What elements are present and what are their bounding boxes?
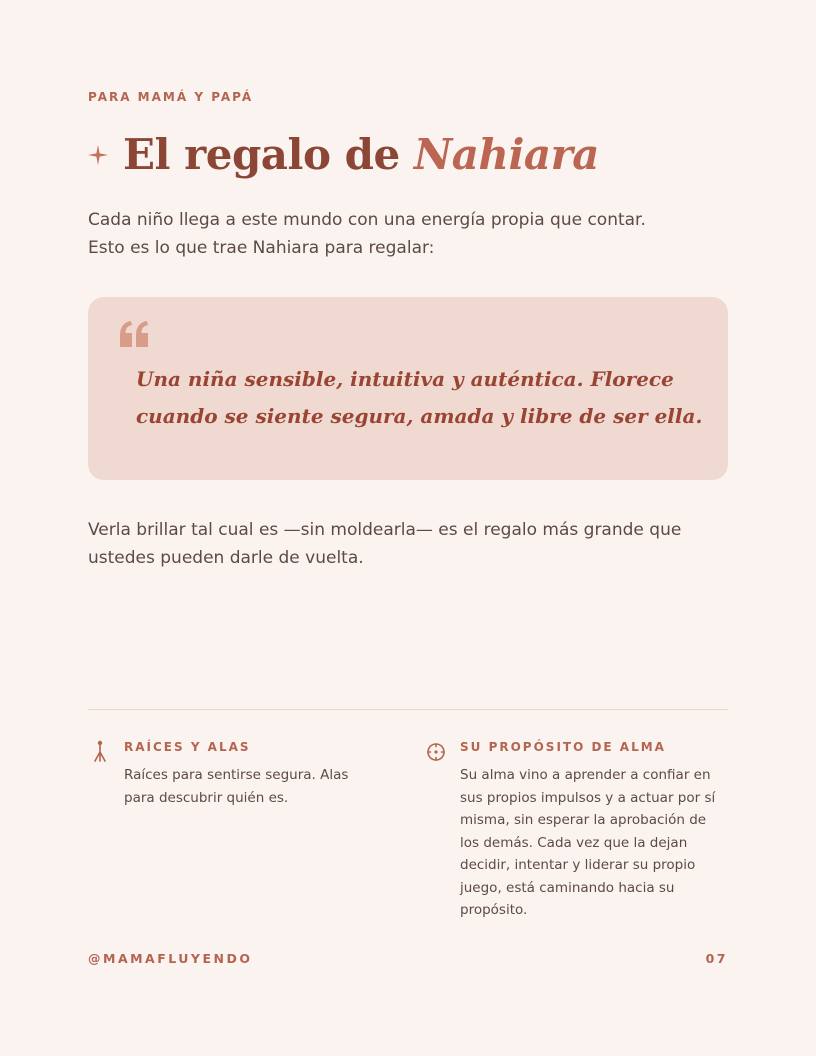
- title-prefix: El regalo de: [123, 129, 414, 179]
- soul-purpose-line: propósito.: [460, 902, 528, 918]
- page: [88, 0, 728, 1056]
- soul-purpose-line: decidir, intentar y liderar su propio: [460, 857, 696, 873]
- eyebrow-label: PARA MAMÁ Y PAPÁ: [88, 90, 254, 104]
- soul-purpose-line: misma, sin esperar la aprobación de: [460, 812, 707, 828]
- roots-body-line: para descubrir quién es.: [124, 789, 289, 806]
- section-divider: [88, 709, 728, 710]
- closing-line: Verla brillar tal cual es —sin moldearla— es el regalo más grande que: [88, 520, 682, 540]
- intro-line: Cada niño llega a este mundo con una energía propia que contar.: [88, 210, 646, 230]
- sparkle-icon: [88, 145, 108, 165]
- quote-mark-icon: [118, 321, 150, 347]
- quote-text: [136, 361, 706, 435]
- page-number: 07: [705, 951, 728, 966]
- soul-purpose-line: los demás. Cada vez que la dejan: [460, 834, 688, 851]
- compass-icon: [426, 740, 446, 762]
- quote-line: cuando se siente segura, amada y libre de ser ella.: [136, 404, 703, 428]
- closing-line: ustedes pueden darle de vuelta.: [88, 548, 364, 568]
- roots-icon: [90, 740, 110, 762]
- roots-heading: RAÍCES Y ALAS: [124, 740, 251, 754]
- quote-box: [88, 297, 728, 480]
- soul-purpose-line: sus propios impulsos y a actuar por sí: [460, 789, 716, 806]
- roots-body-line: Raíces para sentirse segura. Alas: [124, 767, 349, 783]
- page-title: [123, 130, 599, 179]
- intro-paragraph: [88, 206, 728, 262]
- title-row: [88, 124, 599, 184]
- footer-handle: @MAMAFLUYENDO: [88, 951, 253, 966]
- soul-purpose-line: Su alma vino a aprender a confiar en: [460, 767, 711, 783]
- soul-purpose-line: juego, está caminando hacia su: [460, 879, 675, 896]
- soul-purpose-heading: SU PROPÓSITO DE ALMA: [460, 740, 666, 754]
- title-name: Nahiara: [413, 129, 599, 179]
- roots-body: [124, 764, 394, 809]
- quote-line: Una niña sensible, intuitiva y auténtica. Florece: [136, 367, 674, 391]
- soul-purpose-body: [460, 764, 730, 922]
- intro-line: Esto es lo que trae Nahiara para regalar:: [88, 238, 435, 258]
- closing-paragraph: [88, 516, 728, 572]
